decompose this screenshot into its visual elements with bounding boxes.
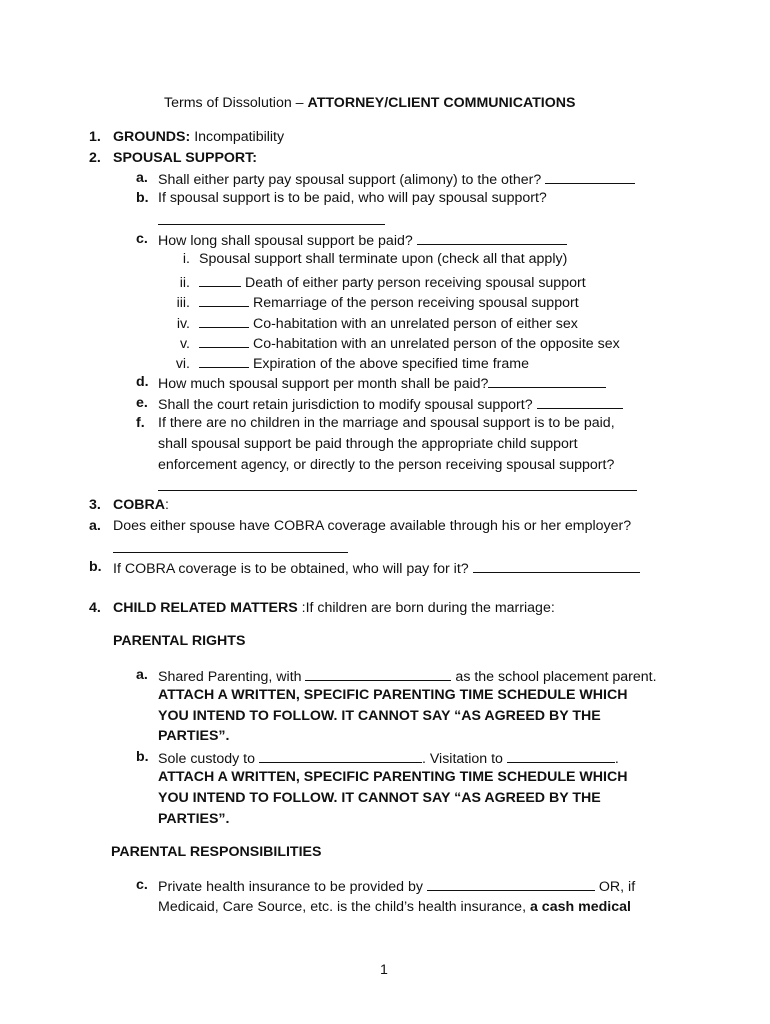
page-title: Terms of Dissolution – ATTORNEY/CLIENT COMMUNICATIONS: [164, 95, 576, 111]
parental-responsibilities-heading: PARENTAL RESPONSIBILITIES: [111, 844, 322, 860]
item-4a-text: Shared Parenting, with as the school placement parent.: [158, 666, 657, 686]
item-4a-warning-3: PARTIES”.: [158, 728, 230, 744]
subitem-iv: iv. Co-habitation with an unrelated person of either sex: [170, 313, 578, 333]
item-2f-marker: f.: [136, 415, 145, 431]
checkbox-blank[interactable]: [199, 313, 249, 328]
item-2e-text: Shall the court retain jurisdiction to modify spousal support?: [158, 394, 623, 414]
item-4b-text: Sole custody to . Visitation to .: [158, 748, 619, 768]
blank-line[interactable]: [473, 558, 640, 573]
item-4b-warning-2: YOU INTEND TO FOLLOW. IT CANNOT SAY “AS AGREED BY THE: [158, 790, 601, 806]
item-2c-marker: c.: [136, 231, 148, 247]
answer-line-3a[interactable]: [113, 552, 348, 553]
blank-line[interactable]: [305, 666, 451, 681]
item-4b-warning-1: ATTACH A WRITTEN, SPECIFIC PARENTING TIME SCHEDULE WHICH: [158, 769, 628, 785]
item-4c-line2: Medicaid, Care Source, etc. is the child’s health insurance, a cash medical: [158, 899, 631, 915]
item-2d-text: How much spousal support per month shall be paid?: [158, 373, 606, 393]
section-1-number: 1.: [89, 129, 101, 145]
item-3b-text: If COBRA coverage is to be obtained, who will pay for it?: [113, 558, 640, 578]
item-4a-warning-2: YOU INTEND TO FOLLOW. IT CANNOT SAY “AS AGREED BY THE: [158, 708, 601, 724]
item-4c-marker: c.: [136, 877, 148, 893]
item-3a-marker: a.: [89, 518, 101, 534]
blank-line[interactable]: [427, 876, 595, 891]
checkbox-blank[interactable]: [199, 353, 249, 368]
answer-line-2f[interactable]: [158, 490, 637, 491]
item-2f-line3: enforcement agency, or directly to the person receiving spousal support?: [158, 457, 615, 473]
item-2b-text: If spousal support is to be paid, who will pay spousal support?: [158, 190, 547, 206]
subitem-vi: vi. Expiration of the above specified time frame: [170, 353, 529, 373]
item-2a-text: Shall either party pay spousal support (alimony) to the other?: [158, 169, 635, 189]
item-4b-warning-3: PARTIES”.: [158, 811, 230, 827]
section-4-heading: CHILD RELATED MATTERS :If children are born during the marriage:: [113, 600, 555, 616]
item-2a-marker: a.: [136, 170, 148, 186]
answer-line-2b[interactable]: [158, 224, 385, 225]
subitem-iii: iii. Remarriage of the person receiving spousal support: [170, 292, 579, 312]
item-3a-text: Does either spouse have COBRA coverage available through his or her employer?: [113, 518, 632, 534]
item-2f-line1: If there are no children in the marriage and spousal support is to be paid,: [158, 415, 615, 431]
blank-line[interactable]: [507, 748, 615, 763]
item-2b-marker: b.: [136, 190, 149, 206]
checkbox-blank[interactable]: [199, 333, 249, 348]
section-4-number: 4.: [89, 600, 101, 616]
item-3b-marker: b.: [89, 559, 102, 575]
blank-line[interactable]: [417, 230, 567, 245]
item-4a-marker: a.: [136, 667, 148, 683]
item-4c-line1: Private health insurance to be provided by OR, if: [158, 876, 635, 896]
blank-line[interactable]: [259, 748, 422, 763]
subitem-i: i. Spousal support shall terminate upon (check all that apply): [182, 251, 568, 267]
item-4a-warning-1: ATTACH A WRITTEN, SPECIFIC PARENTING TIME SCHEDULE WHICH: [158, 687, 628, 703]
item-2e-marker: e.: [136, 395, 148, 411]
section-2-heading: SPOUSAL SUPPORT:: [113, 150, 258, 166]
item-2f-line2: shall spousal support be paid through the appropriate child support: [158, 436, 578, 452]
subitem-v: v. Co-habitation with an unrelated person of the opposite sex: [170, 333, 620, 353]
section-3-heading: COBRA:: [113, 497, 169, 513]
item-2d-marker: d.: [136, 374, 149, 390]
checkbox-blank[interactable]: [199, 292, 249, 307]
blank-line[interactable]: [537, 394, 623, 409]
item-2c-text: How long shall spousal support be paid?: [158, 230, 567, 250]
blank-line[interactable]: [545, 169, 635, 184]
checkbox-blank[interactable]: [199, 272, 241, 287]
section-2-number: 2.: [89, 150, 101, 166]
subitem-ii: ii. Death of either party person receiving spousal support: [170, 272, 586, 292]
page-number: 1: [380, 962, 388, 978]
section-3-number: 3.: [89, 497, 101, 513]
section-1-grounds: GROUNDS: Incompatibility: [113, 129, 285, 145]
parental-rights-heading: PARENTAL RIGHTS: [113, 633, 246, 649]
item-4b-marker: b.: [136, 749, 149, 765]
blank-line[interactable]: [488, 373, 606, 388]
